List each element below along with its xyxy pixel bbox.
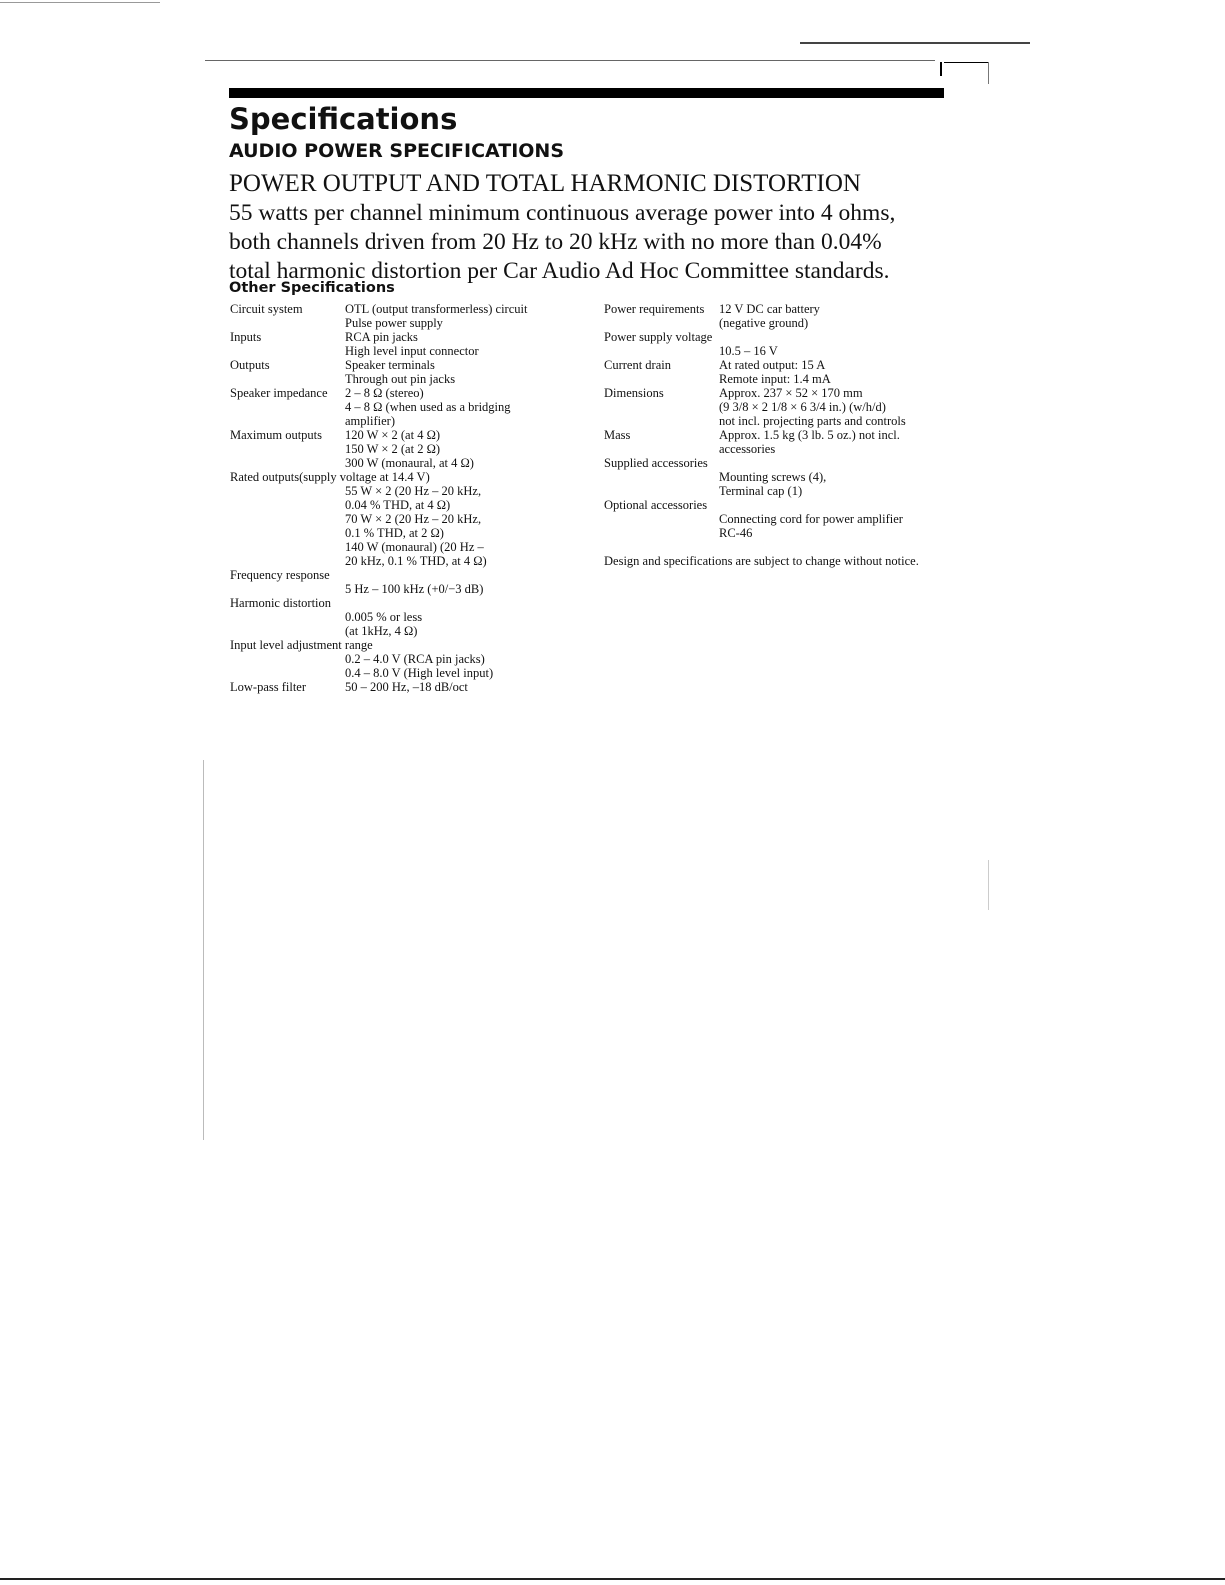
- spec-values: [345, 386, 570, 428]
- spec-value: 70 W × 2 (20 Hz – 20 kHz,: [345, 512, 482, 526]
- spec-value: 20 kHz, 0.1 % THD, at 4 Ω): [345, 554, 487, 568]
- change-notice: Design and specifications are subject to change without notice.: [604, 554, 919, 568]
- spec-row: [604, 302, 949, 330]
- scan-artifact-top-left: [0, 2, 160, 3]
- spec-value: RCA pin jacks: [345, 330, 418, 344]
- spec-row: [230, 680, 570, 694]
- subsection-title: POWER OUTPUT AND TOTAL HARMONIC DISTORTION: [229, 170, 861, 197]
- spec-value: (negative ground): [719, 316, 809, 330]
- section-title: AUDIO POWER SPECIFICATIONS: [229, 140, 565, 162]
- spec-term: Optional accessories: [604, 498, 708, 512]
- spec-value: 55 W × 2 (20 Hz – 20 kHz,: [345, 484, 482, 498]
- spec-term: Current drain: [604, 358, 671, 372]
- spec-value: Approx. 1.5 kg (3 lb. 5 oz.) not incl.: [719, 428, 900, 442]
- spec-value: Remote input: 1.4 mA: [719, 372, 831, 386]
- spec-values: [345, 358, 570, 386]
- spec-value: Pulse power supply: [345, 316, 443, 330]
- scan-artifact-top-rule: [205, 60, 935, 61]
- spec-value: accessories: [719, 442, 776, 456]
- spec-row: [604, 428, 949, 456]
- spec-term: Rated outputs: [230, 470, 300, 484]
- spec-row: [230, 386, 570, 428]
- spec-values: [719, 428, 949, 456]
- spec-term: Input level adjustment range: [230, 638, 373, 652]
- spec-value: 0.005 % or less: [345, 610, 423, 624]
- spec-term: Circuit system: [230, 302, 303, 316]
- spec-value: 2 – 8 Ω (stereo): [345, 386, 424, 400]
- spec-value: 300 W (monaural, at 4 Ω): [345, 456, 474, 470]
- spec-term-note: (supply voltage at 14.4 V): [299, 470, 430, 484]
- spec-value: 0.1 % THD, at 2 Ω): [345, 526, 444, 540]
- spec-values: [719, 344, 949, 358]
- spec-term: Power requirements: [604, 302, 705, 316]
- spec-values: [719, 470, 949, 498]
- spec-values: [345, 428, 570, 470]
- spec-row: [230, 638, 570, 680]
- corner-tick: [940, 62, 942, 76]
- power-statement: [229, 199, 949, 286]
- power-statement-line: 55 watts per channel minimum continuous average power into 4 ohms,: [229, 200, 896, 226]
- spec-term: Power supply voltage: [604, 330, 713, 344]
- spec-row: [604, 358, 949, 386]
- spec-value: Through out pin jacks: [345, 372, 456, 386]
- top-rule: [229, 88, 944, 98]
- spec-value: amplifier): [345, 414, 395, 428]
- scan-artifact-bottom: [0, 1578, 1225, 1580]
- spec-row: [230, 596, 570, 638]
- spec-value: 120 W × 2 (at 4 Ω): [345, 428, 441, 442]
- spec-value: Terminal cap (1): [719, 484, 803, 498]
- spec-values: [345, 652, 570, 680]
- scan-artifact-top-right: [800, 42, 1030, 44]
- spec-row: [604, 386, 949, 428]
- other-specifications-title: Other Specifications: [229, 280, 395, 296]
- spec-value: 10.5 – 16 V: [719, 344, 778, 358]
- spec-value: Connecting cord for power amplifier: [719, 512, 903, 526]
- spec-row: [604, 330, 949, 358]
- spec-value: 0.04 % THD, at 4 Ω): [345, 498, 451, 512]
- spec-term: Dimensions: [604, 386, 664, 400]
- scan-artifact-right-margin: [988, 860, 989, 910]
- spec-term: Inputs: [230, 330, 262, 344]
- spec-term: Frequency response: [230, 568, 330, 582]
- spec-value: Approx. 237 × 52 × 170 mm: [719, 386, 863, 400]
- spec-row: [230, 302, 570, 330]
- spec-values: [719, 386, 949, 428]
- spec-values: [345, 484, 570, 568]
- spec-values: [719, 302, 949, 330]
- spec-value: High level input connector: [345, 344, 479, 358]
- spec-list-right: [604, 302, 949, 540]
- spec-values: [345, 302, 570, 330]
- spec-value: OTL (output transformerless) circuit: [345, 302, 528, 316]
- spec-value: not incl. projecting parts and controls: [719, 414, 906, 428]
- spec-row: [604, 456, 949, 498]
- spec-values: [719, 512, 949, 540]
- spec-value: 5 Hz – 100 kHz (+0/−3 dB): [345, 582, 484, 596]
- spec-value: (at 1kHz, 4 Ω): [345, 624, 418, 638]
- spec-term: Speaker impedance: [230, 386, 328, 400]
- spec-term: Mass: [604, 428, 631, 442]
- power-statement-line: both channels driven from 20 Hz to 20 kHz with no more than 0.04%: [229, 229, 882, 255]
- spec-row: [230, 358, 570, 386]
- spec-values: [345, 330, 570, 358]
- spec-row: [604, 498, 949, 540]
- spec-value: 150 W × 2 (at 2 Ω): [345, 442, 441, 456]
- spec-values: [345, 680, 570, 694]
- spec-values: [719, 358, 949, 386]
- page-title: Specifications: [229, 102, 458, 136]
- spec-term: Outputs: [230, 358, 270, 372]
- power-statement-line: total harmonic distortion per Car Audio Ad Hoc Committee standards.: [229, 258, 890, 284]
- spec-value: At rated output: 15 A: [719, 358, 826, 372]
- spec-value: Mounting screws (4),: [719, 470, 827, 484]
- spec-list-left: [230, 302, 570, 694]
- scan-artifact-corner: [944, 62, 988, 63]
- spec-value: 4 – 8 Ω (when used as a bridging: [345, 400, 511, 414]
- spec-value: Speaker terminals: [345, 358, 435, 372]
- spec-row: [230, 568, 570, 596]
- spec-value: 12 V DC car battery: [719, 302, 820, 316]
- spec-row: [230, 428, 570, 470]
- spec-value: 50 – 200 Hz, –18 dB/oct: [345, 680, 468, 694]
- spec-value: 140 W (monaural) (20 Hz –: [345, 540, 484, 554]
- scan-artifact-corner-right: [988, 62, 989, 84]
- spec-value: RC-46: [719, 526, 753, 540]
- spec-term: Harmonic distortion: [230, 596, 332, 610]
- spec-value: 0.2 – 4.0 V (RCA pin jacks): [345, 652, 485, 666]
- spec-values: [345, 582, 570, 596]
- spec-value: 0.4 – 8.0 V (High level input): [345, 666, 494, 680]
- spec-values: [345, 610, 570, 638]
- spec-row: [230, 330, 570, 358]
- spec-term: Supplied accessories: [604, 456, 708, 470]
- scan-artifact-left-margin: [203, 760, 204, 1140]
- spec-value: (9 3/8 × 2 1/8 × 6 3/4 in.) (w/h/d): [719, 400, 886, 414]
- spec-term: Low-pass filter: [230, 680, 307, 694]
- spec-term: Maximum outputs: [230, 428, 323, 442]
- spec-row: [230, 470, 570, 568]
